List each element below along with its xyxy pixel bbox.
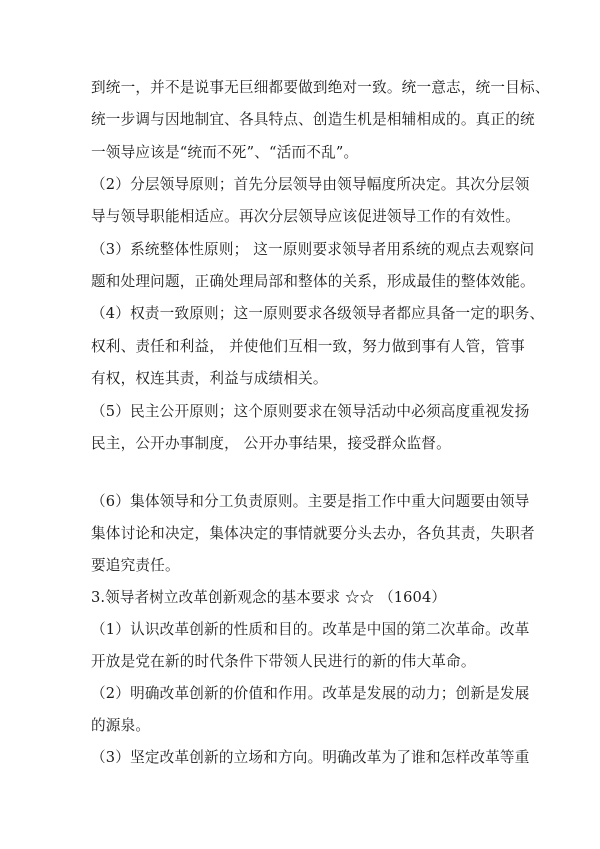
text-line: 有权，权连其责，利益与成绩相关。 xyxy=(91,370,328,387)
text-line: （3）系统整体性原则； 这一原则要求领导者用系统的观点去观察问 xyxy=(91,241,535,258)
text-line: 导与领导职能相适应。再次分层领导应该促进领导工作的有效性。 xyxy=(91,208,521,225)
text-line: 到统一，并不是说事无巨细都要做到绝对一致。统一意志，统一目标、 xyxy=(91,79,550,96)
text-line: （6）集体领导和分工负责原则。主要是指工作中重大问题要由领导 xyxy=(91,493,530,510)
text-line: （3）坚定改革创新的立场和方向。明确改革为了谁和怎样改革等重 xyxy=(91,749,530,766)
text-line: 统一步调与因地制宜、各具特点、创造生机是相辅相成的。真正的统 xyxy=(91,111,535,128)
text-line: 题和处理问题，正确处理局部和整体的关系，形成最佳的整体效能。 xyxy=(91,273,535,290)
text-line: （2）明确改革创新的价值和作用。改革是发展的动力；创新是发展 xyxy=(91,685,530,702)
text-line: 要追究责任。 xyxy=(91,557,180,574)
text-line: （2）分层领导原则；首先分层领导由领导幅度所决定。其次分层领 xyxy=(91,176,530,193)
text-line: 一领导应该是“统而不死”、“活而不乱”。 xyxy=(91,144,359,161)
text-line: （5）民主公开原则；这个原则要求在领导活动中必须高度重视发扬 xyxy=(91,403,530,420)
text-line: （4）权责一致原则；这一原则要求各级领导者都应具备一定的职务、 xyxy=(91,305,545,322)
section-heading: 3.领导者树立改革创新观念的基本要求 ☆☆ （1604） xyxy=(91,589,447,606)
text-line: 的源泉。 xyxy=(91,717,151,734)
text-line: 民主，公开办事制度， 公开办事结果，接受群众监督。 xyxy=(91,435,451,452)
text-line: （1）认识改革创新的性质和目的。改革是中国的第二次革命。改革 xyxy=(91,621,530,638)
text-line: 权利、责任和利益， 并使他们互相一致，努力做到事有人管，管事 xyxy=(91,338,525,355)
text-line: 开放是党在新的时代条件下带领人民进行的新的伟大革命。 xyxy=(91,653,476,670)
text-line: 集体讨论和决定，集体决定的事情就要分头去办，各负其责，失职者 xyxy=(91,525,535,542)
